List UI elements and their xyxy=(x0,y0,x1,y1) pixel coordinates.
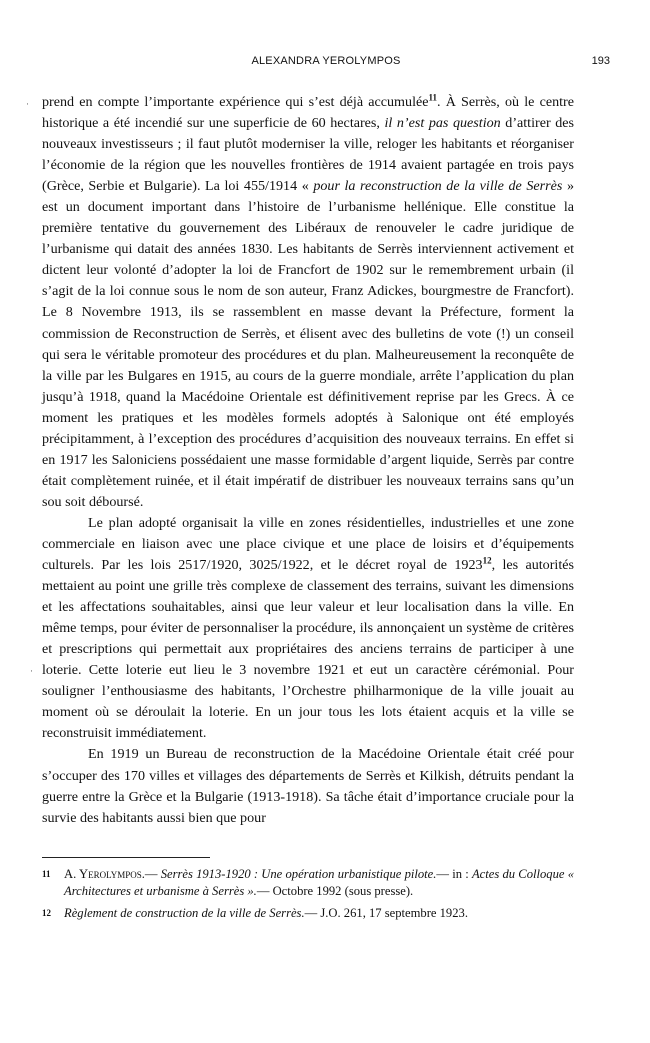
margin-dot: · xyxy=(30,666,33,676)
body-text xyxy=(42,92,574,829)
p1-italic-b: il n’est pas question xyxy=(384,115,501,132)
p2-text-a: Le plan adopté organisait la ville en zones résidentielles, industrielles et une zone commerciale en liaison avec une place civique et une place de loisirs et d’équipements culturels. Par les lois 2517/1920, 3025/1922, et le décret royal de 1923 xyxy=(42,514,574,574)
page-number: 193 xyxy=(591,55,610,67)
p1-text-b: . À Serrès, où le centre historique a été incendié sur une superficie de 60 hectares, xyxy=(42,94,574,132)
footnote-12 xyxy=(42,905,574,922)
footnote-title: Règlement de construction de la ville de Serrès. xyxy=(64,906,305,920)
p1-text-c: d’attirer des nouveaux investisseurs ; il faut plutôt moderniser la ville, reloger les habitants et réorganiser l’économie de la région que les nouvelles frontières de 1914 avaient partagée en trois pays (Grèce, Serbie et Bulgarie). La loi 455/1914 « xyxy=(42,115,574,195)
footnote-text: — J.O. 261, 17 septembre 1923. xyxy=(304,906,468,920)
footnote-ref-12: 12 xyxy=(482,555,492,566)
footnotes xyxy=(42,866,574,928)
footnote-number: 11 xyxy=(42,869,51,879)
footnote-text: — in : xyxy=(436,867,472,881)
footnote-title: Serrès 1913-1920 : Une opération urbanistique pilote. xyxy=(160,867,437,881)
footnote-ref-11: 11 xyxy=(428,92,438,103)
paragraph-1 xyxy=(42,92,574,513)
footnote-separator xyxy=(42,857,210,858)
p1-text-d: » est un document important dans l’histoire de l’urbanisme hellénique. Elle constitue la première tentative du gouvernement des Libéraux de renouveler le cadre juridique de l’urbanisme qui datait des années 1830. Les habitants de Serrès interviennent activement et dictent leur volonté d’adopter la loi de Francfort de 1902 sur le remembrement urbain (il s’agit de la loi connue sous le nom de son auteur, Franz Adickes, bourgmestre de Francfort). Le 8 Novembre 1913, ils se rassemblent en masse devant la Préfecture, forment la commission de Reconstruction de Serrès, et élisent avec des bulletins de vote (!) un conseil qui sera le véritable promoteur des procédures et du plan. Malheureusement la reconquête de la ville par les Bulgares en 1915, au cours de la guerre mondiale, arrête l’application du plan jusqu’à 1918, quand la Macédoine Orientale est définitivement reprise par les Grecs. À ce moment les pratiques et les modèles formels adoptés à Salonique ont été employés précipitamment, à l’exception des procédures d’acquisition des nouveaux terrains. En effet si en 1917 les Saloniciens possédaient une masse formidable d’argent liquide, Serrès par contre était complètement ruinée, et il était impératif de distribuer les nouveaux terrains sans qu’un sou soit déboursé. xyxy=(42,178,575,510)
p2-text-b: , les autorités mettaient au point une grille très complexe de classement des terrains, suivant les dimensions et les affectations souhaitables, ainsi que leur valeur et leur localisation dans la ville. En même temps, pour éviter de personnaliser la procédure, ils annonçaient un système de critères et prescriptions qui permettait aux propriétaires des anciens terrains de participer à une loterie. Cette loterie eut lieu le 3 novembre 1921 et eut un caractère cérémonial. Pour souligner l’enthousiasme des habitants, l’Orchestre philharmonique de la ville jouait au moment où se déroulait la loterie. En un jour tous les lots étaient acquis et la ville se reconstruisit immédiatement. xyxy=(42,557,574,742)
footnote-number: 12 xyxy=(42,908,51,918)
footnote-text-end: — Octobre 1992 (sous presse). xyxy=(256,883,414,898)
p1-text-a: prend en compte l’importante expérience qui s’est déjà accumulée xyxy=(42,94,429,110)
footnote-11 xyxy=(42,866,574,899)
header-author: ALEXANDRA YEROLYMPOS xyxy=(251,55,401,67)
running-header xyxy=(42,55,610,71)
margin-dot: · xyxy=(26,99,29,109)
p1-italic-c: pour la reconstruction de la ville de Serrès xyxy=(313,178,563,195)
paragraph-3: En 1919 un Bureau de reconstruction de la Macédoine Orientale était créé pour s’occuper des 170 villes et villages des départements de Serrès et Kilkish, détruits pendant la guerre entre la Grèce et la Bulgarie (1913-1918). Sa tâche était d’importance cruciale pour la survie des habitants aussi bien que pour xyxy=(42,746,574,826)
paragraph-2 xyxy=(42,513,574,745)
footnote-author: A. Yerolympos.— xyxy=(64,867,158,881)
footnote-italic: Actes du Colloque « Architectures et urbanisme à Serrès ». xyxy=(64,867,574,898)
